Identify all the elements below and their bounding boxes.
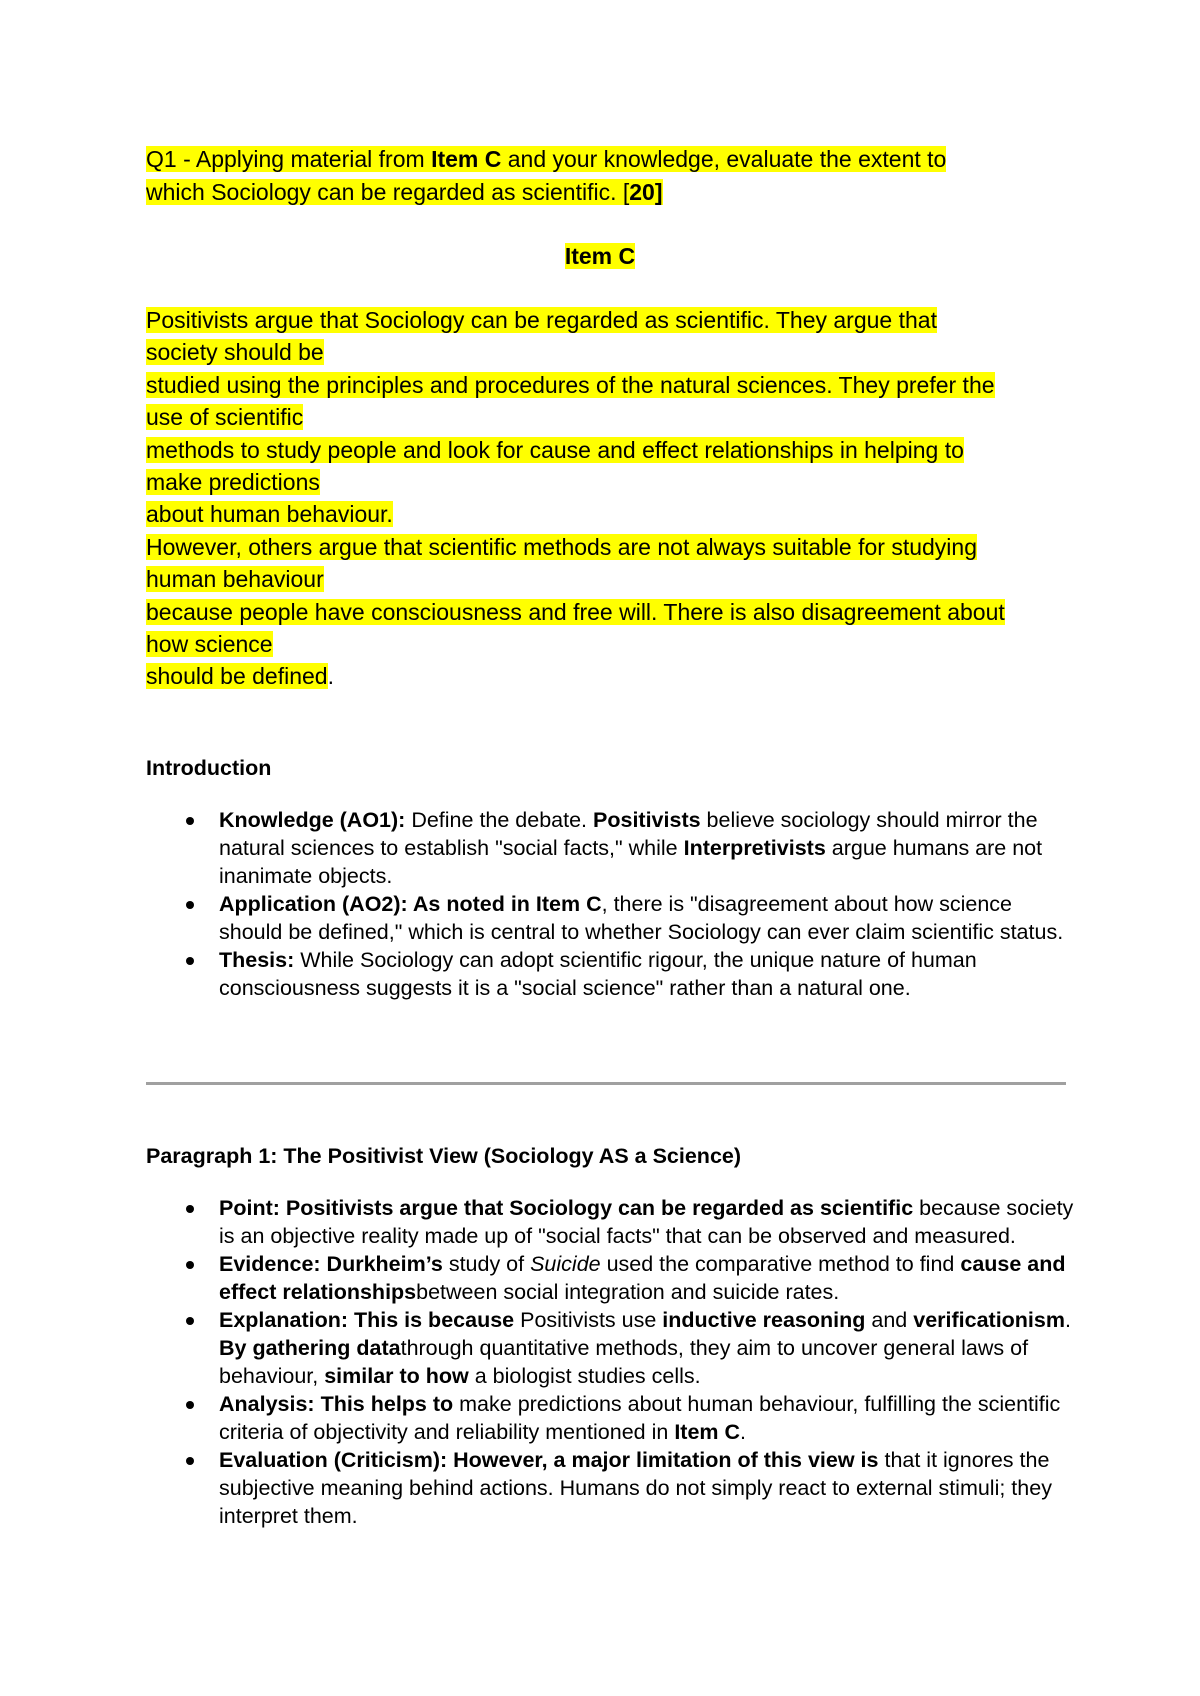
paragraph1-bullet-text: . [740,1420,747,1444]
paragraph1-bullet-text: study of [442,1252,531,1276]
item-c-line: However, others argue that scientific methods are not always suitable for studying [146,533,977,560]
item-c-line: about human behaviour. [146,501,393,528]
paragraph1-bullet-text: cause and effect relationships [219,1252,1066,1304]
introduction-bullet-text: Knowledge (AO1): [219,808,406,832]
question-line1-c: and your knowledge, evaluate the extent to [501,146,947,172]
paragraph1-bullet-text: verificationism [913,1308,1065,1332]
introduction-bullet [146,890,1076,946]
bullet-dot-icon [186,957,194,965]
bullet-dot-icon [186,1457,194,1465]
paragraph1-bullet-text: By gathering data [219,1336,401,1360]
introduction-bullet-text: Define the debate. [405,808,594,832]
paragraph1-bullet-text: Suicide [530,1252,601,1276]
paragraph1-bullet-text: similar to how [324,1364,469,1388]
item-c-line: should be defined [146,663,328,690]
paragraph1-bullet-text: Positivists use [514,1308,663,1332]
paragraph1-bullet-text: Evidence: Durkheim’s [219,1252,443,1276]
item-c-line: how science [146,631,273,658]
item-c-line: make predictions [146,469,320,496]
paragraph1-bullet-list [146,1194,1076,1530]
question-marks: 20] [629,179,663,205]
paragraph1-bullet-text: Point: Positivists argue that Sociology can be regarded as scientific [219,1196,914,1220]
paragraph1-bullet-text: make predictions about human behaviour, fulfilling the scientific criteria of objectivity and reliability mentioned in [219,1392,1061,1444]
bullet-dot-icon [186,1401,194,1409]
paragraph1-bullet-text: because society is an objective reality made up of "social facts" that can be observed and measured. [219,1196,1074,1248]
bullet-dot-icon [186,817,194,825]
item-c-line: studied using the principles and procedures of the natural sciences. They prefer the [146,371,995,398]
paragraph1-bullet-text: through quantitative methods, they aim to uncover general laws of behaviour, [219,1336,1029,1388]
paragraph1-bullet [146,1250,1076,1306]
introduction-bullet-text: While Sociology can adopt scientific rigour, the unique nature of human consciousness suggests it is a "social science" rather than a natural one. [219,948,977,1000]
item-c-line: human behaviour [146,566,324,593]
paragraph1-bullet-text: a biologist studies cells. [468,1364,701,1388]
item-c-trailing-period: . [327,663,334,690]
paragraph1-bullet [146,1306,1076,1390]
introduction-bullet [146,946,1076,1002]
introduction-bullet [146,806,1076,890]
paragraph1-bullet-text: between social integration and suicide rates. [416,1280,840,1304]
bullet-dot-icon [186,1205,194,1213]
question-line1-a: Q1 - Applying material from [146,146,432,172]
paragraph1-bullet-text: . [1064,1308,1071,1332]
item-c-title: Item C [564,243,636,269]
item-c-source-text [146,304,1096,693]
item-c-line: because people have consciousness and free will. There is also disagreement about [146,598,1005,625]
paragraph1-bullet [146,1194,1076,1250]
paragraph1-bullet-text: Item C [674,1420,741,1444]
paragraph1-bullet-text: used the comparative method to find [600,1252,961,1276]
paragraph1-bullet-text: Explanation: This is because [219,1308,515,1332]
introduction-bullet-text: Application (AO2): As noted in Item C [219,892,602,916]
introduction-heading: Introduction [146,756,272,780]
bullet-dot-icon [186,1317,194,1325]
question-prompt [146,143,1096,209]
bullet-dot-icon [186,901,194,909]
section-divider [146,1082,1066,1085]
item-c-line: Positivists argue that Sociology can be regarded as scientific. They argue that [146,307,937,333]
bullet-dot-icon [186,1261,194,1269]
paragraph1-bullet-text: Analysis: This helps to [219,1392,454,1416]
item-c-line: methods to study people and look for cause and effect relationships in helping to [146,436,964,463]
paragraph1-bullet-text: Evaluation (Criticism): However, a major limitation of this view is [219,1448,879,1472]
item-c-line: use of scientific [146,404,304,431]
paragraph1-bullet [146,1390,1076,1446]
introduction-bullet-text: Interpretivists [683,836,826,860]
question-item-ref: Item C [431,146,502,172]
introduction-bullet-text: , there is "disagreement about how science should be defined," which is central to whether Sociology can ever claim scientific status. [219,892,1064,944]
paragraph1-bullet-text: inductive reasoning [662,1308,866,1332]
paragraph1-bullet [146,1446,1076,1530]
paragraph1-bullet-text: that it ignores the subjective meaning behind actions. Humans do not simply react to external stimuli; they interpret them. [219,1448,1052,1528]
introduction-bullet-text: believe sociology should mirror the natural sciences to establish "social facts," while [219,808,1038,860]
paragraph1-bullet-text: and [865,1308,914,1332]
introduction-bullet-text: argue humans are not inanimate objects. [219,836,1043,888]
introduction-bullet-text: Positivists [593,808,701,832]
introduction-bullet-list [146,806,1076,1002]
paragraph1-heading: Paragraph 1: The Positivist View (Sociology AS a Science) [146,1144,742,1168]
question-line2-a: which Sociology can be regarded as scientific. [ [146,179,630,205]
introduction-bullet-text: Thesis: [219,948,295,972]
item-c-line: society should be [146,339,324,366]
